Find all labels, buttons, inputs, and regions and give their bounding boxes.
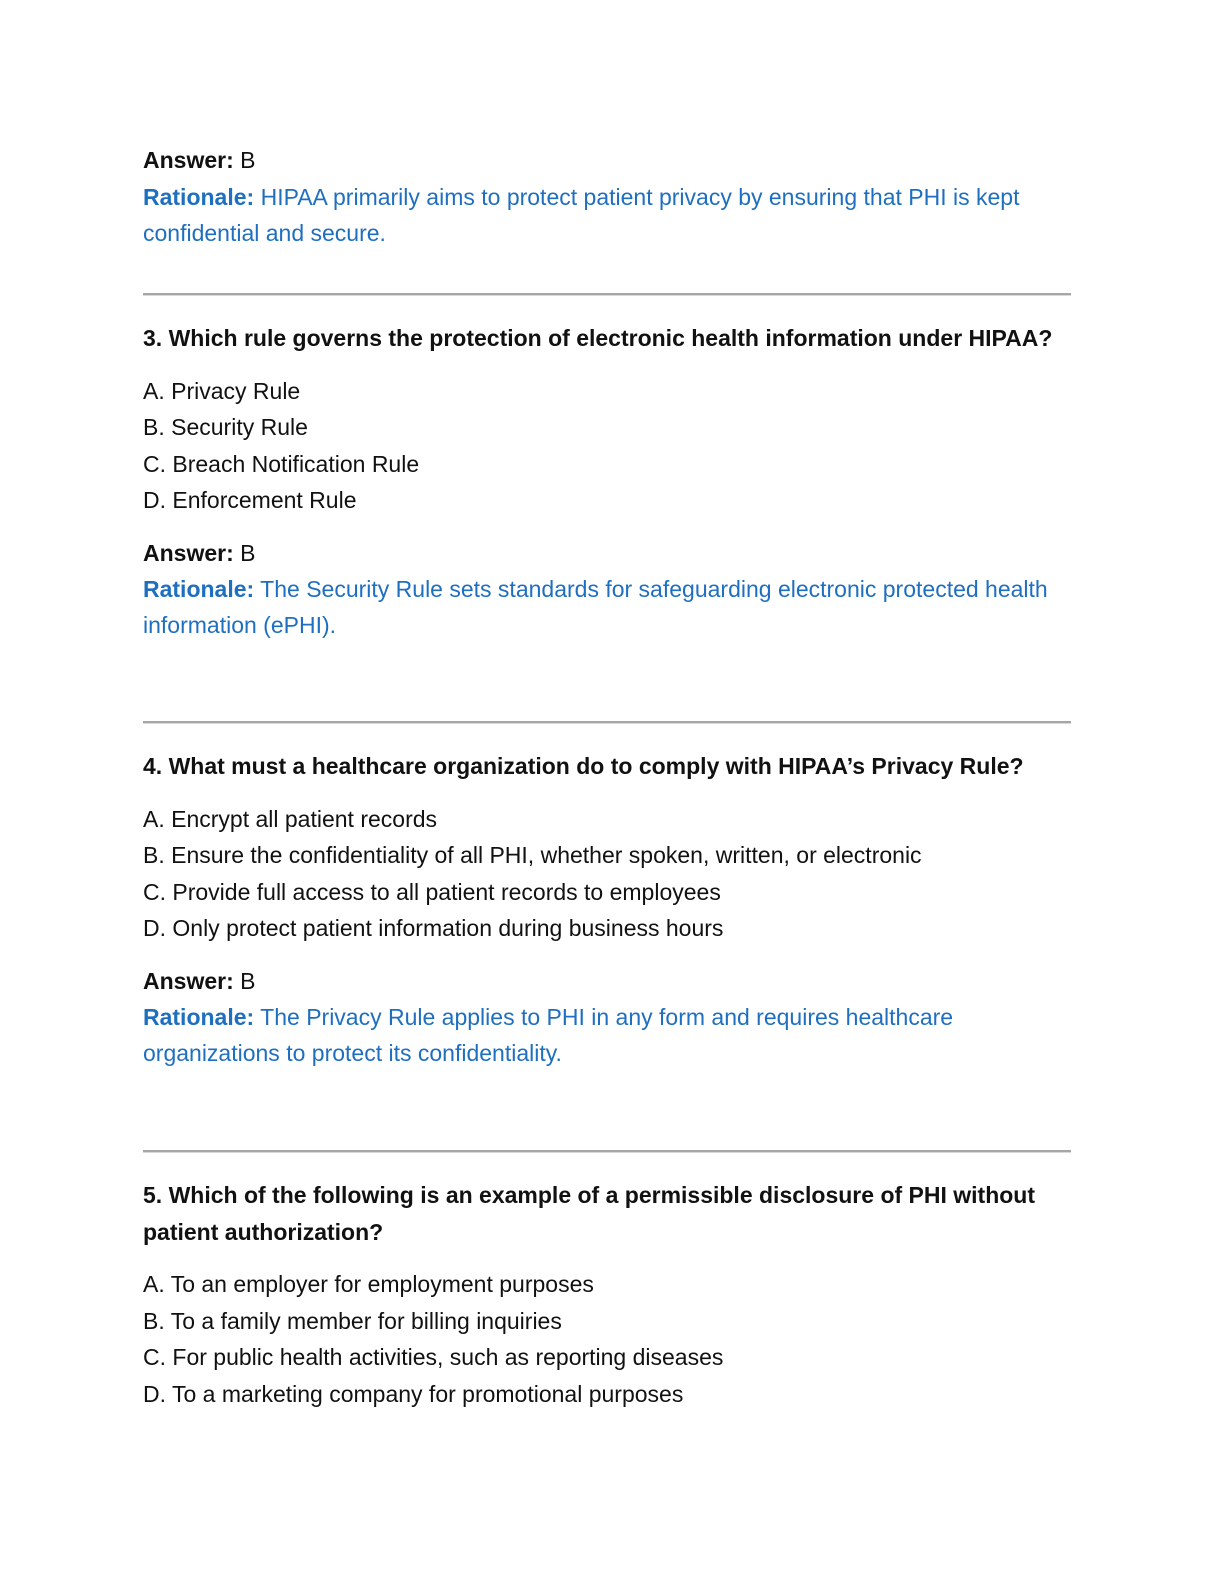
option-c: C. Provide full access to all patient records to employees bbox=[143, 878, 721, 905]
answer-label: Answer: bbox=[143, 539, 234, 566]
option-d: D. To a marketing company for promotional purposes bbox=[143, 1380, 684, 1407]
options-list bbox=[143, 1266, 1073, 1412]
rationale-label: Rationale: bbox=[143, 183, 255, 210]
rationale-text: The Privacy Rule applies to PHI in any form and requires healthcare organizations to protect its confidentiality. bbox=[143, 1004, 954, 1066]
rationale-label: Rationale: bbox=[143, 1004, 255, 1030]
section-divider bbox=[143, 1150, 1071, 1152]
option-b: B. Security Rule bbox=[143, 414, 308, 440]
question-text: 3. Which rule governs the protection of electronic health information under HIPAA? bbox=[143, 325, 1053, 351]
options-list bbox=[143, 373, 1073, 519]
answer-label: Answer: bbox=[143, 967, 234, 994]
rationale-paragraph bbox=[143, 999, 1073, 1071]
option-d: D. Only protect patient information during business hours bbox=[143, 915, 724, 941]
answer-line bbox=[143, 535, 1073, 572]
option-b: B. To a family member for billing inquiries bbox=[143, 1307, 562, 1334]
rationale-text: HIPAA primarily aims to protect patient privacy by ensuring that PHI is kept confidential and secure. bbox=[143, 183, 1020, 246]
option-a: A. To an employer for employment purposes bbox=[143, 1271, 594, 1297]
options-list bbox=[143, 801, 1073, 947]
answer-block-2 bbox=[143, 142, 1073, 251]
option-c: C. For public health activities, such as reporting diseases bbox=[143, 1344, 724, 1370]
question-text: 4. What must a healthcare organization do to comply with HIPAA’s Privacy Rule? bbox=[143, 753, 1024, 779]
section-divider bbox=[143, 721, 1071, 723]
question-block-4 bbox=[143, 748, 1073, 1071]
option-d: D. Enforcement Rule bbox=[143, 487, 357, 513]
answer-line bbox=[143, 963, 1073, 1000]
rationale-paragraph bbox=[143, 571, 1073, 643]
answer-value: B bbox=[240, 539, 256, 566]
section-divider bbox=[143, 293, 1071, 295]
answer-label: Answer: bbox=[143, 147, 234, 173]
option-a: A. Privacy Rule bbox=[143, 377, 301, 404]
rationale-text: The Security Rule sets standards for safeguarding electronic protected health information (ePHI). bbox=[143, 576, 1048, 638]
question-block-5 bbox=[143, 1177, 1073, 1412]
answer-line bbox=[143, 142, 1073, 179]
question-block-3 bbox=[143, 320, 1073, 643]
answer-value: B bbox=[240, 967, 256, 994]
rationale-paragraph bbox=[143, 179, 1073, 251]
option-b: B. Ensure the confidentiality of all PHI, whether spoken, written, or electronic bbox=[143, 842, 922, 868]
question-text: 5. Which of the following is an example of a permissible disclosure of PHI without patient authorization? bbox=[143, 1182, 1036, 1245]
option-c: C. Breach Notification Rule bbox=[143, 450, 420, 477]
answer-value: B bbox=[240, 147, 256, 173]
option-a: A. Encrypt all patient records bbox=[143, 805, 438, 832]
rationale-label: Rationale: bbox=[143, 576, 255, 602]
